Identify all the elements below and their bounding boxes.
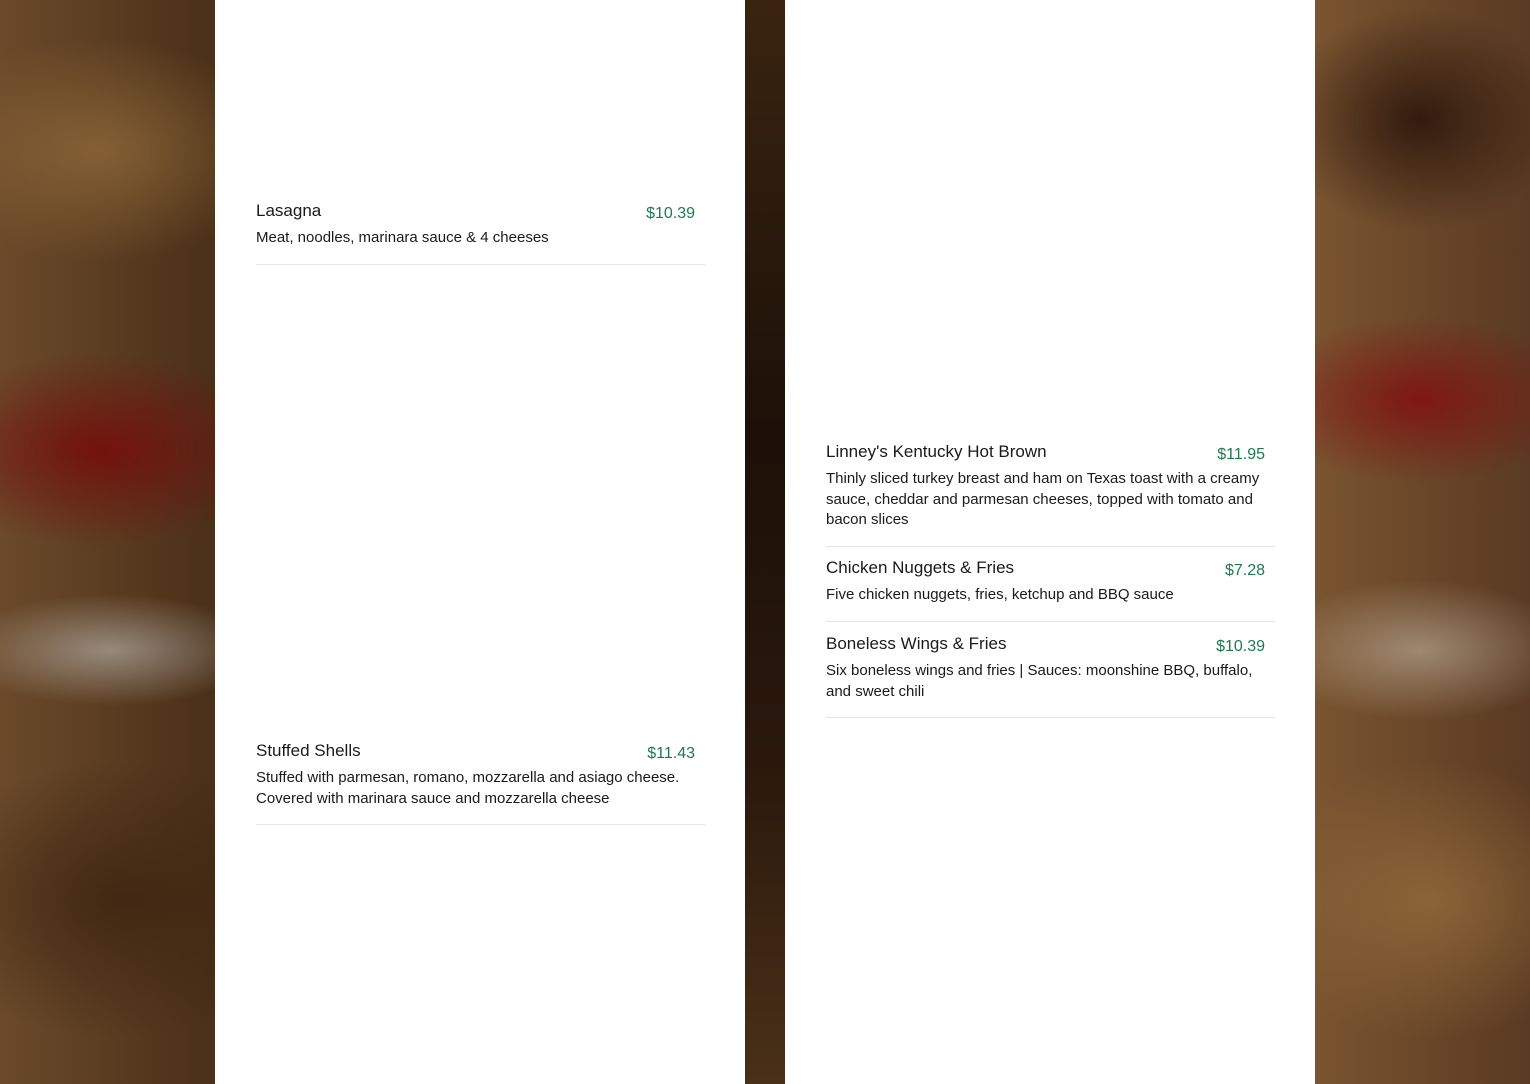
menu-item-name: Linney's Kentucky Hot Brown <box>826 442 1047 461</box>
menu-column-left <box>215 0 745 1084</box>
background-divider-strip <box>745 0 785 1084</box>
menu-item-header <box>826 557 1275 581</box>
menu-item-header <box>826 633 1275 657</box>
menu-item-price: $11.95 <box>1217 446 1265 463</box>
menu-item-description: Stuffed with parmesan, romano, mozzarella and asiago cheese. Covered with marinara sauce and mozzarella cheese <box>256 769 680 807</box>
menu-item-description: Six boneless wings and fries | Sauces: moonshine BBQ, buffalo, and sweet chili <box>826 662 1253 700</box>
menu-item-price: $7.28 <box>1224 562 1265 579</box>
menu-item-chicken-nuggets[interactable] <box>826 557 1275 622</box>
menu-item-name: Chicken Nuggets & Fries <box>826 558 1015 577</box>
menu-item-header <box>826 441 1275 465</box>
menu-item-price: $11.43 <box>647 745 695 762</box>
menu-item-header <box>256 740 705 764</box>
menu-item-description: Thinly sliced turkey breast and ham on Texas toast with a creamy sauce, cheddar and parmesan cheeses, topped with tomato and bacon slices <box>826 470 1260 528</box>
menu-item-stuffed-shells[interactable] <box>256 740 705 825</box>
menu-item-name: Boneless Wings & Fries <box>826 634 1007 653</box>
menu-item-name: Lasagna <box>256 201 322 220</box>
menu-item-header <box>256 200 705 224</box>
menu-item-kentucky-hot-brown[interactable] <box>826 441 1275 547</box>
menu-item-description: Five chicken nuggets, fries, ketchup and BBQ sauce <box>826 586 1174 603</box>
menu-item-boneless-wings[interactable] <box>826 633 1275 718</box>
menu-item-name: Stuffed Shells <box>256 741 361 760</box>
menu-item-price: $10.39 <box>646 205 695 222</box>
menu-item-lasagna[interactable] <box>256 200 705 265</box>
menu-item-description: Meat, noodles, marinara sauce & 4 cheeses <box>256 229 549 246</box>
menu-item-price: $10.39 <box>1216 638 1265 655</box>
menu-column-right <box>785 0 1315 1084</box>
